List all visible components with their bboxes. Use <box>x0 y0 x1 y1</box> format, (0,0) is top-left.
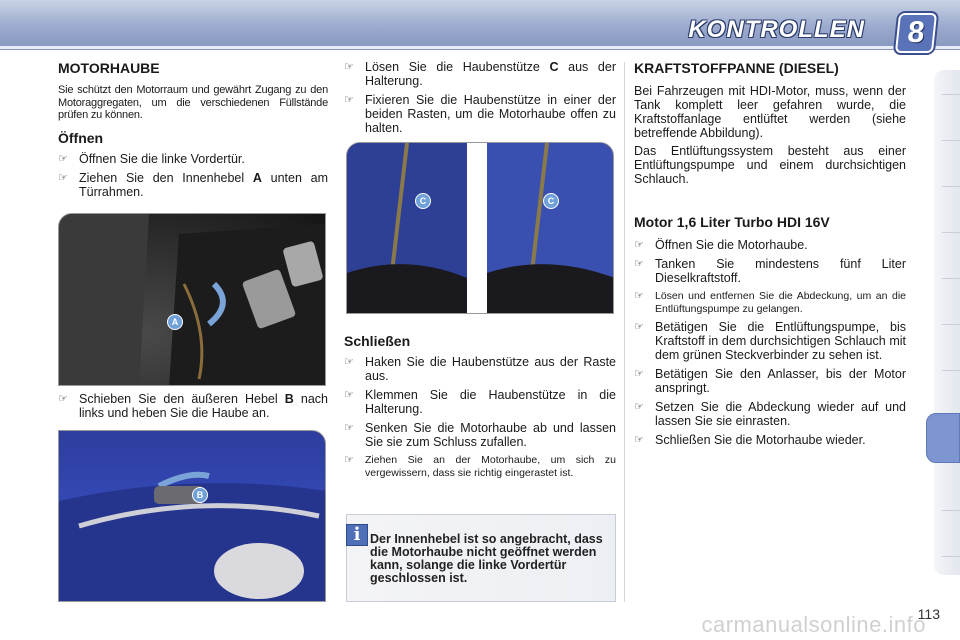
interior-lever-illustration <box>59 214 326 386</box>
pointing-hand-icon: ☞ <box>634 434 644 446</box>
column-kraftstoffpanne <box>634 60 906 452</box>
chapter-tab-active[interactable] <box>926 413 960 463</box>
steps-open <box>58 152 328 199</box>
pointing-hand-icon: ☞ <box>634 401 644 413</box>
column-prop-rod <box>344 60 616 140</box>
header-divider <box>0 46 960 49</box>
list-item: ☞ Haken Sie die Haubenstütze aus der Raste aus. <box>344 355 616 383</box>
list-item: ☞ Öffnen Sie die Motorhaube. <box>634 238 808 252</box>
info-icon: i <box>346 524 368 546</box>
pointing-hand-icon: ☞ <box>634 321 644 333</box>
pointing-hand-icon: ☞ <box>344 94 354 106</box>
pointing-hand-icon: ☞ <box>634 239 644 251</box>
tab-divider <box>942 556 960 557</box>
page-number: 113 <box>917 606 940 622</box>
pointing-hand-icon: ☞ <box>344 61 354 73</box>
tab-divider <box>942 94 960 95</box>
pointing-hand-icon: ☞ <box>344 356 354 368</box>
list-item: ☞ Ziehen Sie den Innenhebel A unten am Türrahmen. <box>58 170 329 199</box>
prop-rod-illustration <box>347 143 614 314</box>
section-title-kraftstoffpanne: KRAFTSTOFFPANNE (DIESEL) <box>634 60 839 76</box>
step-outer-lever <box>58 392 328 425</box>
chapter-title: KONTROLLEN <box>688 16 865 43</box>
marker-a: A <box>167 314 183 330</box>
list-item: ☞ Setzen Sie die Abdeckung wieder auf und lassen Sie sie einrasten. <box>634 400 906 428</box>
tab-divider <box>942 510 960 511</box>
chapter-tab-strip <box>934 70 960 575</box>
list-item: ☞ Betätigen Sie den Anlasser, bis der Motor anspringt. <box>634 367 906 395</box>
pointing-hand-icon: ☞ <box>58 171 68 184</box>
watermark: carmanualsonline.info <box>701 612 926 637</box>
list-item: ☞ Öffnen Sie die linke Vordertür. <box>58 151 245 166</box>
pointing-hand-icon: ☞ <box>634 258 644 270</box>
column-separator <box>624 62 625 602</box>
chapter-number-badge: 8 <box>895 13 937 53</box>
list-item: ☞ Betätigen Sie die Entlüftungspumpe, bis Kraftstoff in dem durchsichtigen Schlauch mit dem grünen Steckverbinder zu sehen ist. <box>634 320 906 362</box>
pointing-hand-icon: ☞ <box>344 389 354 401</box>
tab-divider <box>942 140 960 141</box>
list-item: ☞ Senken Sie die Motorhaube ab und lassen Sie sie zum Schluss zufallen. <box>344 421 616 449</box>
tab-divider <box>942 278 960 279</box>
pointing-hand-icon: ☞ <box>634 290 644 302</box>
pointing-hand-icon: ☞ <box>344 454 354 466</box>
paragraph: Das Entlüftungssystem besteht aus einer Entlüftungspumpe und einem durchsichtigen Schlauch. <box>634 144 906 186</box>
tab-divider <box>942 370 960 371</box>
photo-prop-rod <box>346 142 614 314</box>
list-item: ☞ Schieben Sie den äußeren Hebel B nach links und heben Sie die Haube an. <box>58 392 328 420</box>
tab-divider <box>942 324 960 325</box>
list-item: ☞ Lösen und entfernen Sie die Abdeckung, um an die Entlüftungspumpe zu gelangen. <box>634 290 906 315</box>
intro-text: Sie schützt den Motorraum und gewährt Zugang zu den Motoraggregaten, um die verschiedenen Füllstände prüfen zu können. <box>58 84 328 121</box>
marker-b: B <box>192 487 208 503</box>
list-item: ☞ Schließen Sie die Motorhaube wieder. <box>634 433 866 447</box>
photo-outer-lever <box>58 430 326 602</box>
subtitle-oeffnen: Öffnen <box>58 129 104 146</box>
subtitle-motor: Motor 1,6 Liter Turbo HDI 16V <box>634 214 830 230</box>
outer-lever-illustration <box>59 431 326 602</box>
subtitle-schliessen: Schließen <box>344 333 411 349</box>
pointing-hand-icon: ☞ <box>58 152 68 165</box>
tab-divider <box>942 186 960 187</box>
marker-c: C <box>415 193 431 209</box>
column-motorhaube <box>58 60 328 204</box>
list-item: ☞ Fixieren Sie die Haubenstütze in einer der beiden Rasten, um die Motorhaube offen zu halten. <box>344 93 616 135</box>
list-item: ☞ Lösen Sie die Haubenstütze C aus der Halterung. <box>344 60 616 88</box>
pointing-hand-icon: ☞ <box>344 422 354 434</box>
pointing-hand-icon: ☞ <box>634 368 644 380</box>
section-title-motorhaube: MOTORHAUBE <box>58 60 160 76</box>
list-item: ☞ Tanken Sie mindestens fünf Liter Dieselkraftstoff. <box>634 257 906 285</box>
column-schliessen <box>344 333 616 484</box>
tab-divider <box>942 232 960 233</box>
photo-interior-lever <box>58 213 326 386</box>
pointing-hand-icon: ☞ <box>58 393 68 405</box>
marker-c: C <box>543 193 559 209</box>
list-item: ☞ Ziehen Sie an der Motorhaube, um sich zu vergewissern, dass sie richtig eingerastet ist. <box>344 454 616 479</box>
info-text: Der Innenhebel ist so angebracht, dass die Motorhaube nicht geöffnet werden kann, solange die linke Vordertür geschlossen ist. <box>370 532 603 585</box>
paragraph: Bei Fahrzeugen mit HDI-Motor, muss, wenn der Tank komplett leer gefahren wurde, die Kraftstoffanlage entlüftet werden (siehe betreffende Abbildung). <box>634 84 906 140</box>
list-item: ☞ Klemmen Sie die Haubenstütze in die Halterung. <box>344 388 616 416</box>
